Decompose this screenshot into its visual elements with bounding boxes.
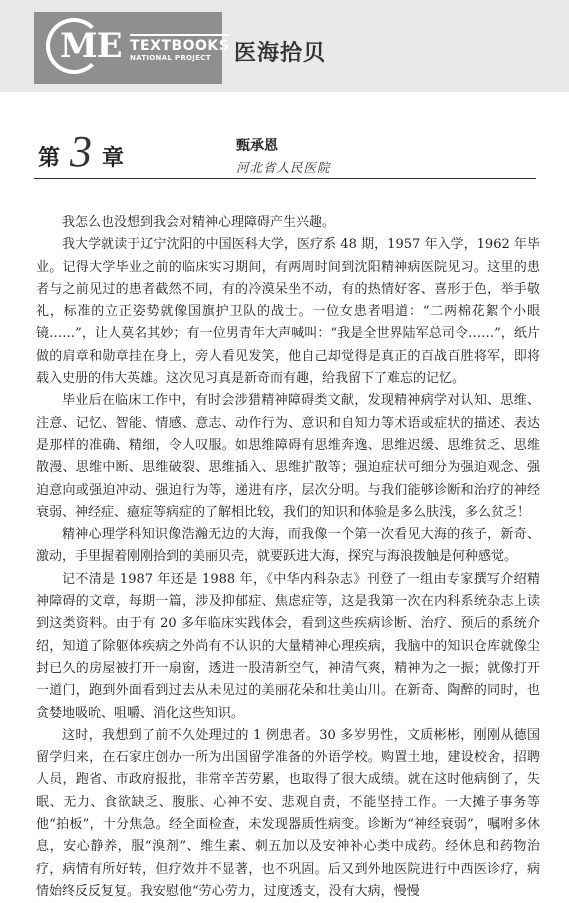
chapter-prefix: 第: [38, 146, 61, 171]
author-affiliation: 河北省人民医院: [236, 160, 331, 175]
article-body: [36, 212, 540, 903]
paragraph: 我怎么也没想到我会对精神心理障碍产生兴趣。: [62, 215, 336, 230]
author-name: 甄承恩: [236, 138, 278, 154]
paragraph: 这时，我想到了前不久处理过的 1 例患者。30 多岁男性，文质彬彬，刚刚从德国留学归来，在石家庄创办一所为出国留学准备的外语学校。购置土地，建设校舍，招聘人员，跑省、市政府报批，非常辛苦劳累，也取得了很大成绩。就在这时他病倒了，失眠、无力、食欲缺乏、腹胀、心神不安、悲观自责，不能坚持工作。一大摊子事务等他“拍板”，十分焦急。经全面检查，未发现器质性病变。诊断为“神经衰弱”，嘱咐多休息，安心静养，服“溴剂”、维生素、刺五加以及安神补心类中成药。经休息和药物治疗，病情有所好转，但疗效并不显著，也不巩固。后又到外地医院进行中西医诊疗，病情始终反反复复。我安慰他“劳心劳力，过度透支，没有大病，慢慢: [36, 727, 540, 899]
chapter-number: 3: [70, 127, 93, 176]
logo-text: [130, 34, 229, 62]
paragraph: 我大学就读于辽宁沈阳的中国医科大学，医疗系 48 期，1957 年入学，1962 年毕业。记得大学毕业之前的临床实习期间，有两周时间到沈阳精神病医院见习。这里的患者与之前见过的患者截然不同，有的冷漠呆坐不动，有的热情好客、喜形于色，举手敬礼，标准的立正姿势就像国旗护卫队的战士。一位女患者唱道：“二两棉花絮个小眼镜……”，让人莫名其妙；有一位男青年大声喊叫：“我是全世界陆军总司令……”，纸片做的肩章和勋章挂在身上，旁人看见发笑，他自己却觉得是真正的百战百胜将军，即将载入史册的伟大英雄。这次见习真是新奇而有趣，给我留下了难忘的记忆。: [36, 237, 540, 387]
chapter-divider: [34, 178, 536, 179]
chapter-suffix: 章: [102, 146, 125, 171]
chapter-heading: [38, 127, 125, 176]
paragraph: 精神心理学科知识像浩瀚无边的大海，而我像一个第一次看见大海的孩子，新奇、激动，手里握着刚刚拾到的美丽贝壳，就要跃进大海，探究与海浪拨触是何种感觉。: [36, 527, 540, 565]
logo-me-text: ME: [60, 26, 122, 66]
textbook-logo: [34, 12, 230, 84]
paragraph: 毕业后在临床工作中，有时会涉猎精神障碍类文献，发现精神病学对认知、思维、注意、记忆、智能、情感、意志、动作行为、意识和自知力等术语或症状的描述、表达是那样的准确、精细，令人叹服。如思维障碍有思维奔逸、思维迟缓、思维贫乏、思维散漫、思维中断、思维破裂、思维插入、思维扩散等；强迫症状可细分为强迫观念、强迫意向或强迫冲动、强迫行为等，递进有序，层次分明。与我们能够诊断和治疗的神经衰弱、神经症、癔症等病症的了解相比较，我们的知识和体验是多么肤浅，多么贫乏！: [36, 393, 540, 520]
series-title: 医海拾贝: [234, 41, 327, 66]
paragraph: 记不清是 1987 年还是 1988 年，《中华内科杂志》刊登了一组由专家撰写介绍精神障碍的文章，每期一篇，涉及抑郁症、焦虑症等，这是我第一次在内科系统杂志上读到这类资料。由于有 20 多年临床实践体会，看到这些疾病诊断、治疗、预后的系统介绍，知道了除躯体疾病之外尚有不认识的大量精神心理疾病，我脑中的知识仓库就像尘封已久的房屋被打开一扇窗，透进一股清新空气，神清气爽，精神为之一振；就像打开一道门，跑到外面看到过去从未见过的美丽花朵和壮美山川。在新奇、陶醉的同时，也贪婪地吸吮、咀嚼、消化这些知识。: [36, 571, 540, 721]
logo-line-national-project: NATIONAL PROJECT: [130, 54, 211, 62]
logo-line-textbooks: TEXTBOOKS: [130, 34, 229, 54]
